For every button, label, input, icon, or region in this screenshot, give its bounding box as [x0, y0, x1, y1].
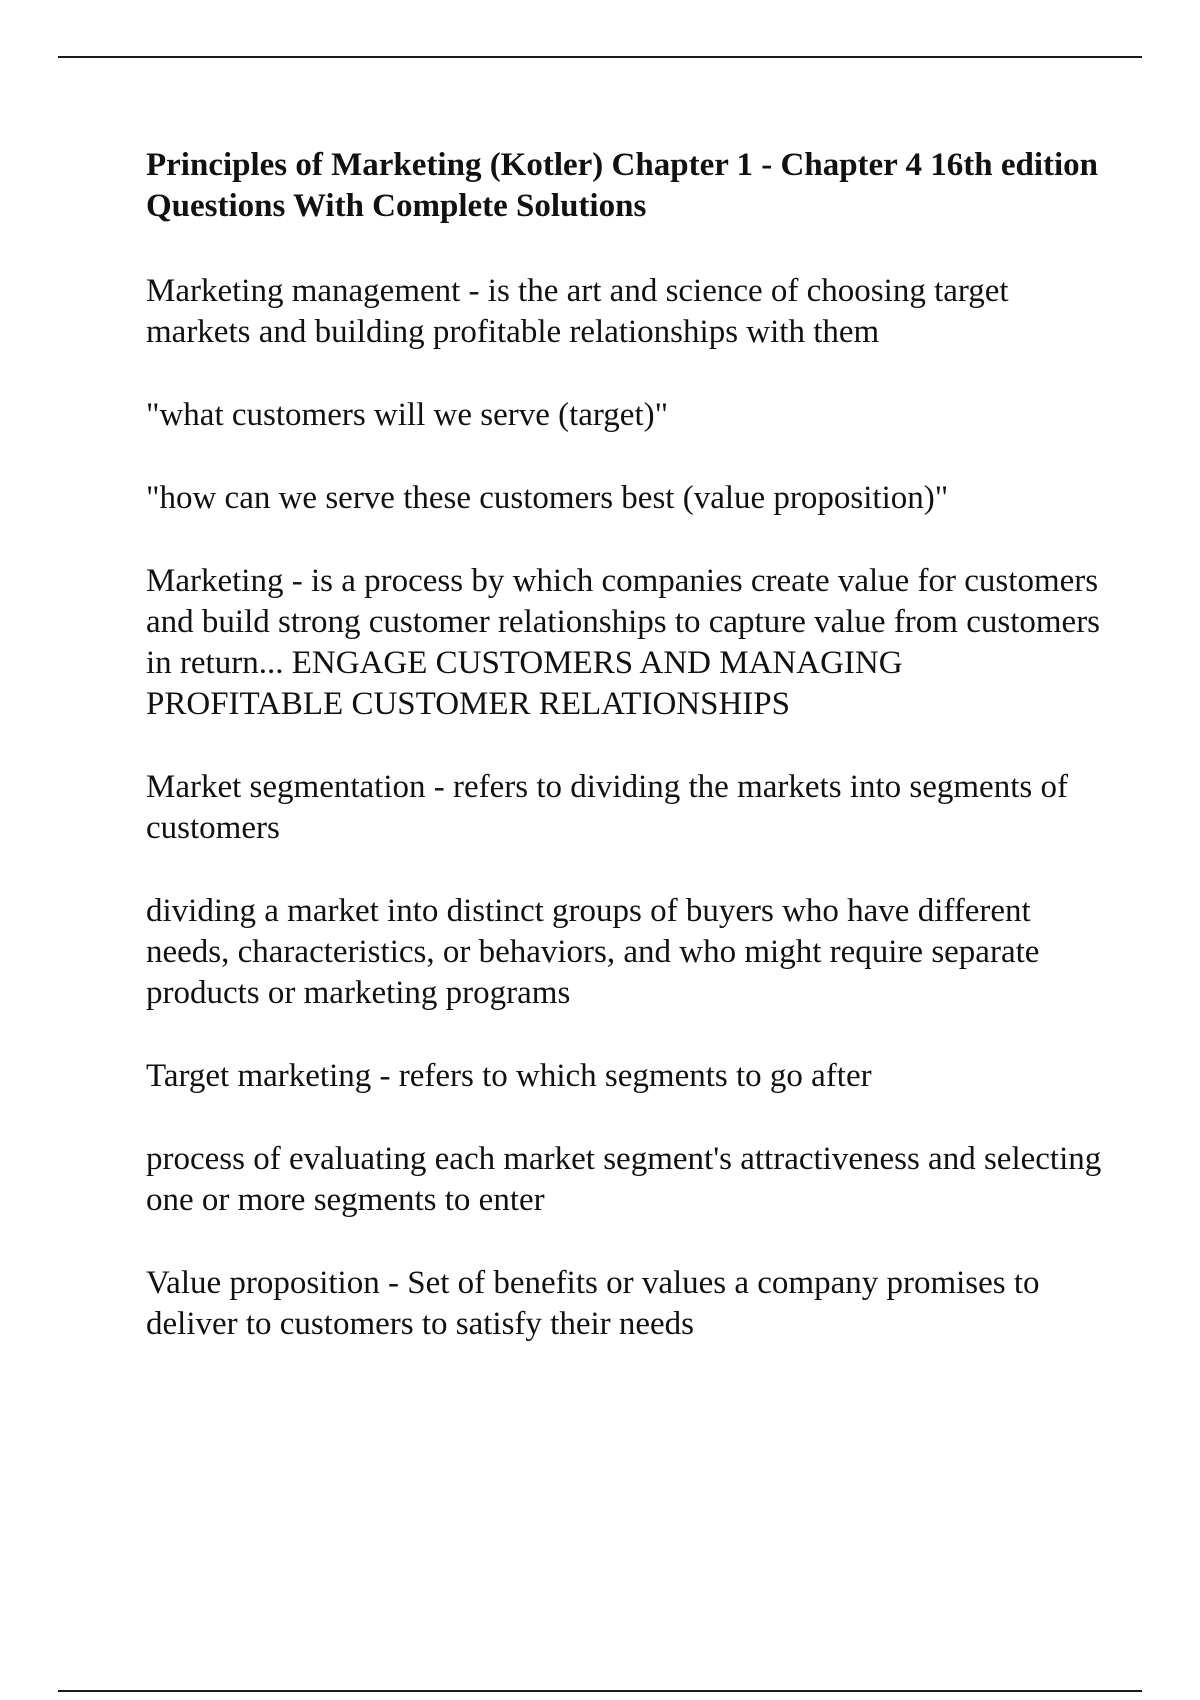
- entry-target-marketing-definition: process of evaluating each market segment's attractiveness and selecting one or more segments to enter: [146, 1141, 1102, 1218]
- document-title: Principles of Marketing (Kotler) Chapter 1 - Chapter 4 16th edition Questions With Complete Solutions: [146, 147, 1099, 224]
- entry-value-proposition: Value proposition - Set of benefits or values a company promises to deliver to customers to satisfy their needs: [146, 1265, 1040, 1342]
- entry-segmentation-definition: dividing a market into distinct groups of buyers who have different needs, characteristics, or behaviors, and who might require separate products or marketing programs: [146, 893, 1040, 1011]
- entry-target-marketing: Target marketing - refers to which segments to go after: [146, 1058, 872, 1094]
- entry-marketing-management: Marketing management - is the art and science of choosing target markets and building profitable relationships with them: [146, 273, 1009, 350]
- top-divider: [58, 56, 1142, 58]
- bottom-divider: [58, 1690, 1142, 1692]
- entry-target-question: "what customers will we serve (target)": [146, 397, 669, 433]
- entry-market-segmentation: Market segmentation - refers to dividing the markets into segments of customers: [146, 769, 1068, 846]
- entry-marketing-definition: Marketing - is a process by which companies create value for customers and build strong customer relationships to capture value from customers in return... ENGAGE CUSTOMERS AND MANAGING PROFITABLE CUSTOMER RELATIONSHIPS: [146, 563, 1101, 722]
- entry-value-proposition-question: "how can we serve these customers best (value proposition)": [146, 480, 949, 516]
- document-body: [146, 145, 1106, 1345]
